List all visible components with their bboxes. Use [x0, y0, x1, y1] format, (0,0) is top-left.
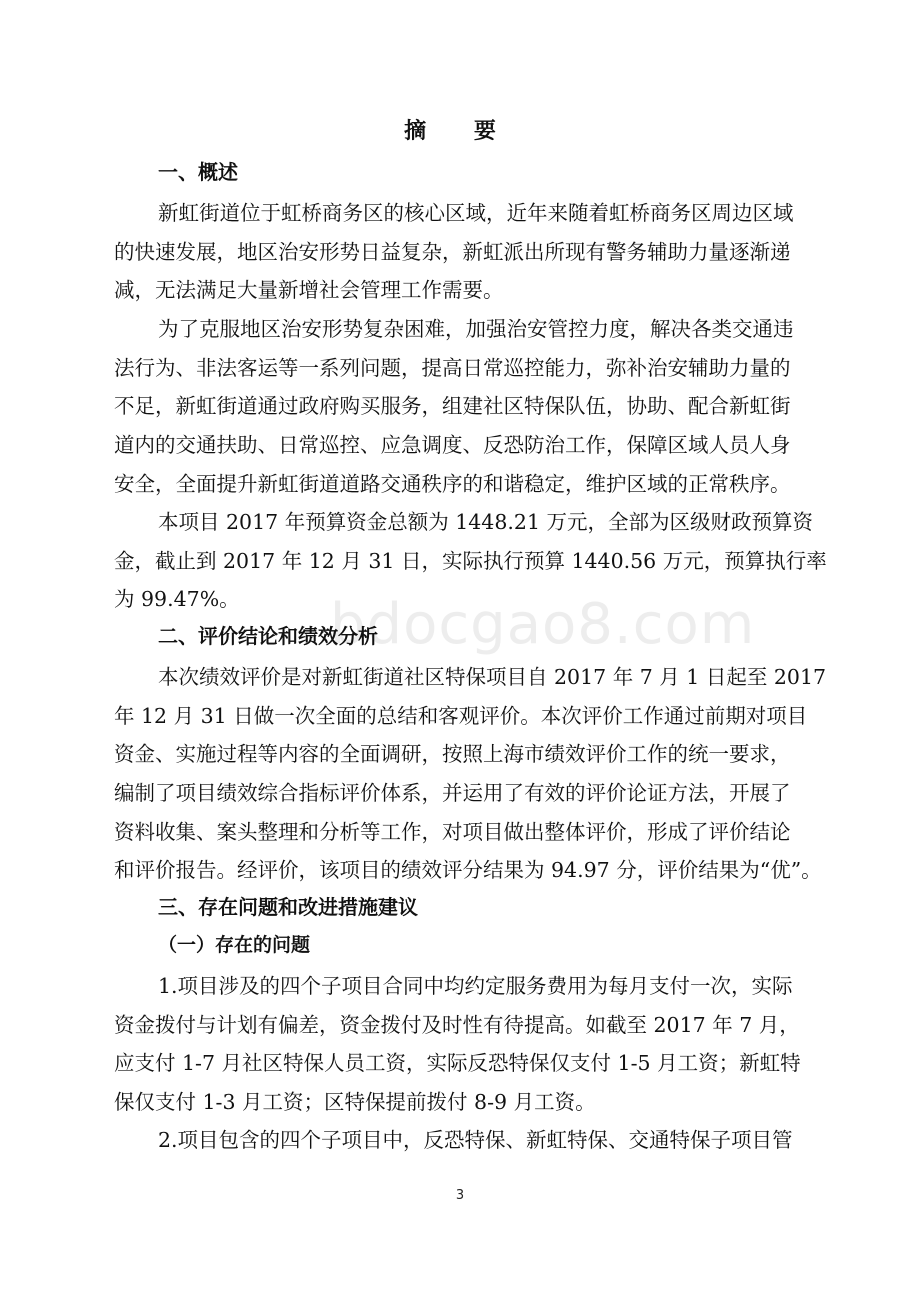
section-heading-conclusion: 二、评价结论和绩效分析	[158, 624, 378, 648]
text-line: 本项目 2017 年预算资金总额为 1448.21 万元，全部为区级财政预算资	[158, 510, 814, 534]
text-line: 为了克服地区治安形势复杂困难，加强治安管控力度，解决各类交通违	[158, 317, 794, 341]
text-line: 减，无法满足大量新增社会管理工作需要。	[114, 278, 504, 303]
text-line: 法行为、非法客运等一系列问题，提高日常巡控能力，弥补治安辅助力量的	[114, 355, 791, 380]
paragraph-overview-budget	[114, 503, 827, 619]
text-line: 资料收集、案头整理和分析等工作，对项目做出整体评价，形成了评价结论	[114, 819, 791, 844]
text-line: 的快速发展，地区治安形势日益复杂，新虹派出所现有警务辅助力量逐渐递	[114, 239, 791, 264]
text-line: 1.项目涉及的四个子项目合同中均约定服务费用为每月支付一次，实际	[158, 974, 793, 998]
paragraph-problem-1	[114, 967, 814, 1122]
text-line: 资金拨付与计划有偏差，资金拨付及时性有待提高。如截至 2017 年 7 月，	[114, 1012, 800, 1037]
text-line: 新虹街道位于虹桥商务区的核心区域，近年来随着虹桥商务区周边区域	[158, 201, 794, 225]
section-heading-problems: 三、存在问题和改进措施建议	[158, 895, 418, 919]
text-line: 2.项目包含的四个子项目中，反恐特保、新虹特保、交通特保子项目管	[158, 1128, 793, 1152]
paragraph-overview-purpose	[114, 310, 814, 503]
text-line: 不足，新虹街道通过政府购买服务，组建社区特保队伍，协助、配合新虹街	[114, 394, 791, 419]
paragraph-problem-2	[114, 1121, 814, 1160]
text-line: 金，截止到 2017 年 12 月 31 日，实际执行预算 1440.56 万元，预算执行率	[114, 548, 827, 573]
section-heading-overview: 一、概述	[158, 160, 238, 184]
page-title: 摘 要	[404, 119, 516, 144]
paragraph-overview-location	[114, 194, 814, 310]
page-number: 3	[455, 1188, 465, 1203]
text-line: 年 12 月 31 日做一次全面的总结和客观评价。本次评价工作通过前期对项目	[114, 703, 808, 728]
text-line: 保仅支付 1-3 月工资；区特保提前拨付 8-9 月工资。	[114, 1090, 596, 1115]
text-line: 资金、实施过程等内容的全面调研，按照上海市绩效评价工作的统一要求，	[114, 742, 791, 767]
text-line: 为 99.47%。	[114, 587, 240, 612]
text-line: 和评价报告。经评价，该项目的绩效评分结果为 94.97 分，评价结果为“优”。	[114, 858, 822, 883]
subsection-heading-existing-problems: （一）存在的问题	[158, 934, 311, 956]
text-line: 本次绩效评价是对新虹街道社区特保项目自 2017 年 7 月 1 日起至 2017	[158, 665, 827, 689]
text-line: 应支付 1-7 月社区特保人员工资，实际反恐特保仅支付 1-5 月工资；新虹特	[114, 1051, 801, 1076]
text-line: 编制了项目绩效综合指标评价体系，并运用了有效的评价论证方法，开展了	[114, 781, 791, 806]
watermark: bdocgao8.com	[330, 592, 756, 657]
text-line: 道内的交通扶助、日常巡控、应急调度、反恐防治工作，保障区域人员人身	[114, 433, 791, 458]
paragraph-conclusion	[114, 658, 827, 890]
text-line: 安全，全面提升新虹街道道路交通秩序的和谐稳定，维护区域的正常秩序。	[114, 471, 791, 496]
